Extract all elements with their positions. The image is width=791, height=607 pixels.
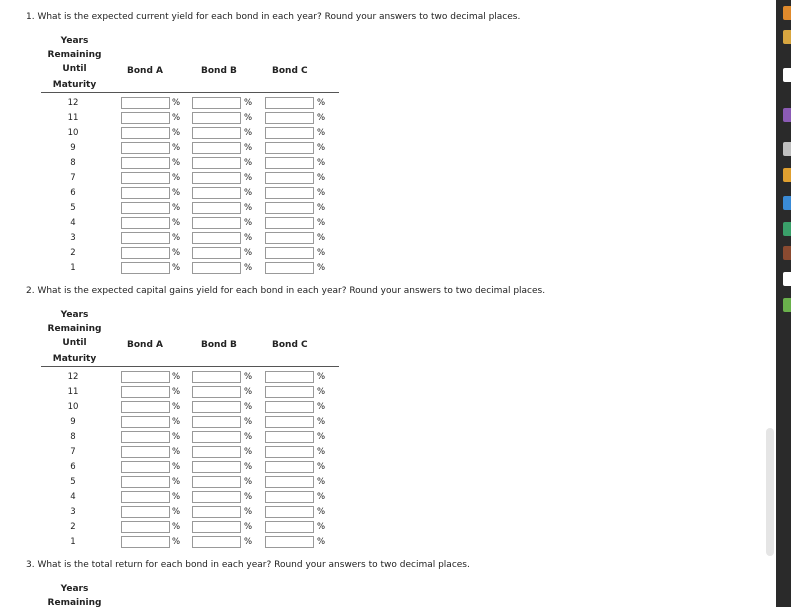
bond-c-input[interactable] [265, 461, 314, 473]
bond-a-input[interactable] [121, 416, 170, 428]
bond-c-input[interactable] [265, 157, 314, 169]
header-line: Remaining [47, 598, 102, 607]
percent-unit: % [317, 173, 326, 183]
bond-c-input[interactable] [265, 401, 314, 413]
bond-c-input[interactable] [265, 172, 314, 184]
bond-c-input[interactable] [265, 431, 314, 443]
table-row [41, 111, 339, 126]
table-row [41, 261, 339, 276]
table-row [41, 505, 339, 520]
bond-c-input[interactable] [265, 506, 314, 518]
bond-c-header: Bond C [272, 340, 308, 350]
percent-unit: % [317, 113, 326, 123]
year-label: 5 [70, 477, 76, 487]
bond-a-input[interactable] [121, 112, 170, 124]
percent-unit: % [317, 507, 326, 517]
side-panel-strip [776, 0, 791, 607]
bond-b-input[interactable] [192, 112, 241, 124]
bond-a-header: Bond A [127, 340, 163, 350]
year-label: 6 [70, 188, 76, 198]
bond-a-input[interactable] [121, 157, 170, 169]
percent-unit: % [244, 188, 253, 198]
year-label: 12 [67, 98, 79, 108]
percent-unit: % [317, 447, 326, 457]
percent-unit: % [317, 462, 326, 472]
bond-a-input[interactable] [121, 461, 170, 473]
percent-unit: % [244, 537, 253, 547]
percent-unit: % [244, 492, 253, 502]
bond-b-input[interactable] [192, 521, 241, 533]
table-row [41, 460, 339, 475]
bond-a-input[interactable] [121, 142, 170, 154]
percent-unit: % [317, 402, 326, 412]
percent-unit: % [317, 218, 326, 228]
bond-a-input[interactable] [121, 187, 170, 199]
year-label: 3 [70, 233, 76, 243]
year-label: 7 [70, 173, 76, 183]
bond-b-input[interactable] [192, 536, 241, 548]
bond-c-input[interactable] [265, 416, 314, 428]
header-divider [41, 366, 339, 367]
percent-unit: % [317, 387, 326, 397]
year-label: 4 [70, 218, 76, 228]
bond-a-input[interactable] [121, 172, 170, 184]
bond-b-input[interactable] [192, 491, 241, 503]
bond-b-header: Bond B [201, 66, 237, 76]
year-label: 4 [70, 492, 76, 502]
percent-unit: % [317, 203, 326, 213]
bond-c-input[interactable] [265, 127, 314, 139]
year-label: 8 [70, 432, 76, 442]
bond-a-input[interactable] [121, 202, 170, 214]
percent-unit: % [244, 432, 253, 442]
percent-unit: % [172, 113, 181, 123]
bond-b-input[interactable] [192, 476, 241, 488]
percent-unit: % [244, 387, 253, 397]
year-label: 2 [70, 248, 76, 258]
percent-unit: % [172, 387, 181, 397]
table-row [41, 475, 339, 490]
side-tab[interactable] [783, 68, 791, 82]
percent-unit: % [172, 233, 181, 243]
bond-a-input[interactable] [121, 371, 170, 383]
bond-a-input[interactable] [121, 401, 170, 413]
bond-b-header: Bond B [201, 340, 237, 350]
year-label: 3 [70, 507, 76, 517]
year-label: 11 [67, 113, 79, 123]
bond-b-input[interactable] [192, 416, 241, 428]
percent-unit: % [244, 158, 253, 168]
bond-b-input[interactable] [192, 187, 241, 199]
bond-b-input[interactable] [192, 202, 241, 214]
scrollbar-thumb[interactable] [766, 428, 774, 556]
bond-b-input[interactable] [192, 386, 241, 398]
percent-unit: % [244, 98, 253, 108]
side-tab[interactable] [783, 6, 791, 20]
bond-a-input[interactable] [121, 232, 170, 244]
percent-unit: % [317, 188, 326, 198]
percent-unit: % [317, 128, 326, 138]
table-header [41, 36, 339, 90]
bond-a-input[interactable] [121, 127, 170, 139]
bond-c-input[interactable] [265, 491, 314, 503]
bond-a-input[interactable] [121, 262, 170, 274]
percent-unit: % [172, 158, 181, 168]
capital-gains-yield-table [41, 310, 339, 547]
bond-a-input[interactable] [121, 97, 170, 109]
header-line: Years [60, 584, 89, 594]
percent-unit: % [244, 447, 253, 457]
percent-unit: % [172, 98, 181, 108]
bond-c-header: Bond C [272, 66, 308, 76]
table-row [41, 186, 339, 201]
table-row [41, 490, 339, 505]
bond-b-input[interactable] [192, 401, 241, 413]
percent-unit: % [172, 417, 181, 427]
percent-unit: % [172, 522, 181, 532]
bond-b-input[interactable] [192, 461, 241, 473]
question-2: 2. What is the expected capital gains yield for each bond in each year? Round your answers to two decimal places. [26, 286, 546, 296]
percent-unit: % [172, 372, 181, 382]
percent-unit: % [317, 143, 326, 153]
percent-unit: % [317, 417, 326, 427]
table-row [41, 201, 339, 216]
percent-unit: % [244, 233, 253, 243]
percent-unit: % [172, 432, 181, 442]
table-row [41, 246, 339, 261]
table-row [41, 400, 339, 415]
bond-c-input[interactable] [265, 232, 314, 244]
bond-b-input[interactable] [192, 142, 241, 154]
percent-unit: % [244, 203, 253, 213]
bond-a-input[interactable] [121, 217, 170, 229]
table-rows [41, 96, 339, 276]
table-header [41, 584, 339, 607]
percent-unit: % [244, 522, 253, 532]
bond-c-input[interactable] [265, 371, 314, 383]
table-rows [41, 370, 339, 550]
header-line: Years [60, 310, 89, 320]
percent-unit: % [317, 372, 326, 382]
percent-unit: % [244, 402, 253, 412]
table-row [41, 415, 339, 430]
bond-a-header: Bond A [127, 66, 163, 76]
percent-unit: % [172, 462, 181, 472]
table-row [41, 156, 339, 171]
total-return-table [41, 584, 339, 607]
bond-c-input[interactable] [265, 187, 314, 199]
percent-unit: % [172, 402, 181, 412]
bond-b-input[interactable] [192, 431, 241, 443]
table-row [41, 231, 339, 246]
bond-c-input[interactable] [265, 262, 314, 274]
percent-unit: % [244, 113, 253, 123]
header-line: Until [62, 338, 87, 348]
bond-b-input[interactable] [192, 446, 241, 458]
side-tab[interactable] [783, 298, 791, 312]
bond-b-input[interactable] [192, 262, 241, 274]
bond-b-input[interactable] [192, 247, 241, 259]
bond-c-input[interactable] [265, 142, 314, 154]
header-divider [41, 92, 339, 93]
table-row [41, 171, 339, 186]
percent-unit: % [244, 263, 253, 273]
bond-b-input[interactable] [192, 506, 241, 518]
bond-c-input[interactable] [265, 247, 314, 259]
percent-unit: % [172, 248, 181, 258]
percent-unit: % [317, 432, 326, 442]
percent-unit: % [317, 492, 326, 502]
bond-c-input[interactable] [265, 97, 314, 109]
bond-a-input[interactable] [121, 386, 170, 398]
percent-unit: % [172, 447, 181, 457]
bond-a-input[interactable] [121, 491, 170, 503]
question-3: 3. What is the total return for each bond in each year? Round your answers to two decimal places. [26, 560, 470, 570]
header-line: Remaining [47, 324, 102, 334]
percent-unit: % [317, 248, 326, 258]
bond-c-input[interactable] [265, 386, 314, 398]
percent-unit: % [317, 522, 326, 532]
table-row [41, 96, 339, 111]
header-line: Maturity [52, 80, 97, 90]
table-row [41, 535, 339, 550]
bond-b-input[interactable] [192, 172, 241, 184]
year-label: 9 [70, 417, 76, 427]
year-label: 1 [70, 263, 76, 273]
percent-unit: % [244, 143, 253, 153]
percent-unit: % [172, 263, 181, 273]
percent-unit: % [244, 173, 253, 183]
year-label: 8 [70, 158, 76, 168]
side-tab[interactable] [783, 168, 791, 182]
header-line: Remaining [47, 50, 102, 60]
percent-unit: % [172, 477, 181, 487]
year-label: 5 [70, 203, 76, 213]
bond-c-input[interactable] [265, 521, 314, 533]
percent-unit: % [317, 233, 326, 243]
bond-a-input[interactable] [121, 521, 170, 533]
percent-unit: % [172, 507, 181, 517]
percent-unit: % [172, 203, 181, 213]
bond-b-input[interactable] [192, 127, 241, 139]
percent-unit: % [172, 492, 181, 502]
bond-c-input[interactable] [265, 476, 314, 488]
bond-a-input[interactable] [121, 247, 170, 259]
header-line: Until [62, 64, 87, 74]
percent-unit: % [317, 98, 326, 108]
bond-a-input[interactable] [121, 476, 170, 488]
percent-unit: % [317, 263, 326, 273]
year-label: 2 [70, 522, 76, 532]
year-label: 1 [70, 537, 76, 547]
side-tab[interactable] [783, 142, 791, 156]
header-line: Years [60, 36, 89, 46]
year-label: 11 [67, 387, 79, 397]
percent-unit: % [244, 372, 253, 382]
table-header [41, 310, 339, 364]
percent-unit: % [244, 128, 253, 138]
side-tab[interactable] [783, 272, 791, 286]
year-label: 10 [67, 402, 79, 412]
bond-b-input[interactable] [192, 97, 241, 109]
table-row [41, 126, 339, 141]
percent-unit: % [172, 128, 181, 138]
side-tab[interactable] [783, 30, 791, 44]
bond-b-input[interactable] [192, 232, 241, 244]
table-row [41, 216, 339, 231]
year-label: 7 [70, 447, 76, 457]
percent-unit: % [244, 417, 253, 427]
bond-a-input[interactable] [121, 506, 170, 518]
bond-b-input[interactable] [192, 217, 241, 229]
side-tab[interactable] [783, 196, 791, 210]
percent-unit: % [172, 537, 181, 547]
percent-unit: % [317, 477, 326, 487]
percent-unit: % [244, 218, 253, 228]
percent-unit: % [172, 188, 181, 198]
percent-unit: % [244, 477, 253, 487]
table-row [41, 385, 339, 400]
percent-unit: % [244, 462, 253, 472]
year-label: 9 [70, 143, 76, 153]
table-row [41, 370, 339, 385]
side-tab[interactable] [783, 246, 791, 260]
bond-a-input[interactable] [121, 446, 170, 458]
percent-unit: % [317, 158, 326, 168]
percent-unit: % [244, 248, 253, 258]
bond-b-input[interactable] [192, 371, 241, 383]
current-yield-table [41, 36, 339, 273]
bond-b-input[interactable] [192, 157, 241, 169]
bond-c-input[interactable] [265, 446, 314, 458]
bond-c-input[interactable] [265, 536, 314, 548]
side-tab[interactable] [783, 108, 791, 122]
question-1: 1. What is the expected current yield for each bond in each year? Round your answers to two decimal places. [26, 12, 521, 22]
bond-a-input[interactable] [121, 536, 170, 548]
percent-unit: % [244, 507, 253, 517]
header-line: Maturity [52, 354, 97, 364]
year-label: 10 [67, 128, 79, 138]
percent-unit: % [172, 173, 181, 183]
table-row [41, 520, 339, 535]
bond-c-input[interactable] [265, 217, 314, 229]
bond-c-input[interactable] [265, 112, 314, 124]
bond-a-input[interactable] [121, 431, 170, 443]
percent-unit: % [317, 537, 326, 547]
side-tab[interactable] [783, 222, 791, 236]
year-label: 6 [70, 462, 76, 472]
year-label: 12 [67, 372, 79, 382]
table-row [41, 141, 339, 156]
bond-c-input[interactable] [265, 202, 314, 214]
table-row [41, 445, 339, 460]
percent-unit: % [172, 143, 181, 153]
table-row [41, 430, 339, 445]
percent-unit: % [172, 218, 181, 228]
